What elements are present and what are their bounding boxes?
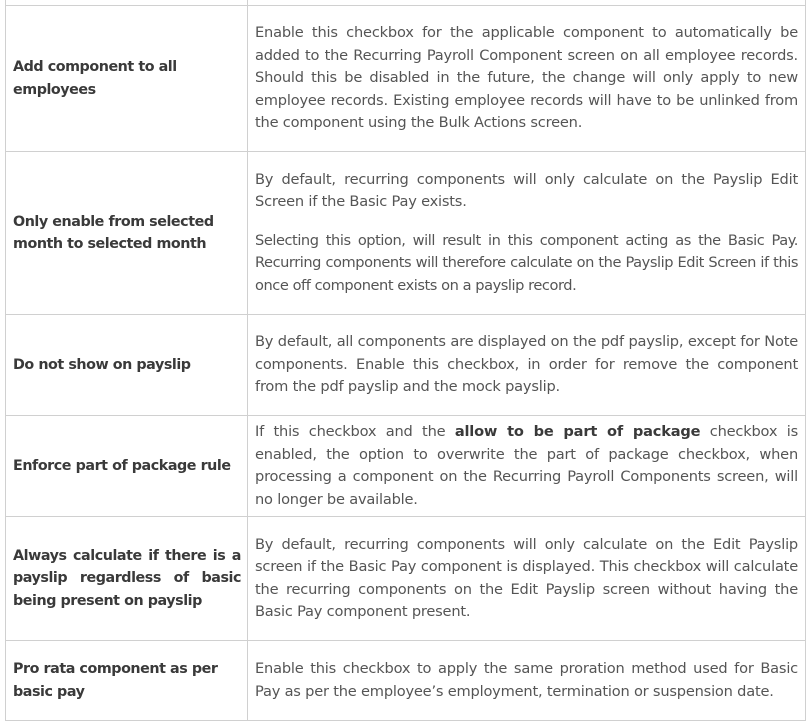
description-text: checkbox is enabled, the option to overwrite the part of package checkbox, when processing a component on the Recurring Payroll Components screen, will no longer be available. <box>255 423 798 508</box>
description-emphasis: allow to be part of package <box>454 423 701 440</box>
table-row <box>6 517 806 641</box>
description-paragraph <box>255 421 798 511</box>
description-text: If this checkbox and the <box>255 423 455 440</box>
setting-description <box>248 641 806 721</box>
setting-label: Add component to all employees <box>6 6 248 152</box>
table-row <box>6 315 806 416</box>
setting-description <box>248 416 806 517</box>
table-row <box>6 152 806 315</box>
setting-description <box>248 152 806 315</box>
setting-label: Pro rata component as per basic pay <box>6 641 248 721</box>
setting-label: Always calculate if there is a payslip regardless of basic being present on payslip <box>6 517 248 641</box>
table-row <box>6 6 806 152</box>
description-paragraph: Selecting this option, will result in this component acting as the Basic Pay. Recurring components will therefore calculate on the Payslip Edit Screen if this once off component exists on a payslip record. <box>255 231 798 294</box>
description-paragraph: By default, recurring components will only calculate on the Payslip Edit Screen if the Basic Pay exists. <box>255 170 798 211</box>
setting-label: Do not show on payslip <box>6 315 248 416</box>
setting-description <box>248 6 806 152</box>
description-paragraph: By default, recurring components will only calculate on the Edit Payslip screen if the Basic Pay component is displayed. This checkbox will calculate the recurring components on the Edit Payslip screen without having the Basic Pay component present. <box>255 535 798 620</box>
component-settings-table <box>5 0 806 721</box>
setting-description <box>248 517 806 641</box>
description-paragraph: Enable this checkbox to apply the same proration method used for Basic Pay as per the employee’s employment, termination or suspension date. <box>255 660 798 700</box>
setting-label: Enforce part of package rule <box>6 416 248 517</box>
description-paragraph: By default, all components are displayed on the pdf payslip, except for Note components. Enable this checkbox, in order for remove the component from the pdf payslip and the mock payslip. <box>255 333 798 396</box>
setting-description <box>248 315 806 416</box>
table-row <box>6 641 806 721</box>
table-row <box>6 416 806 517</box>
description-paragraph: Enable this checkbox for the applicable component to automatically be added to the Recurring Payroll Component screen on all employee records. Should this be disabled in the future, the change will only apply to new employee records. Existing employee records will have to be unlinked from the component using the Bulk Actions screen. <box>255 24 798 132</box>
setting-label: Only enable from selected month to selected month <box>6 152 248 315</box>
